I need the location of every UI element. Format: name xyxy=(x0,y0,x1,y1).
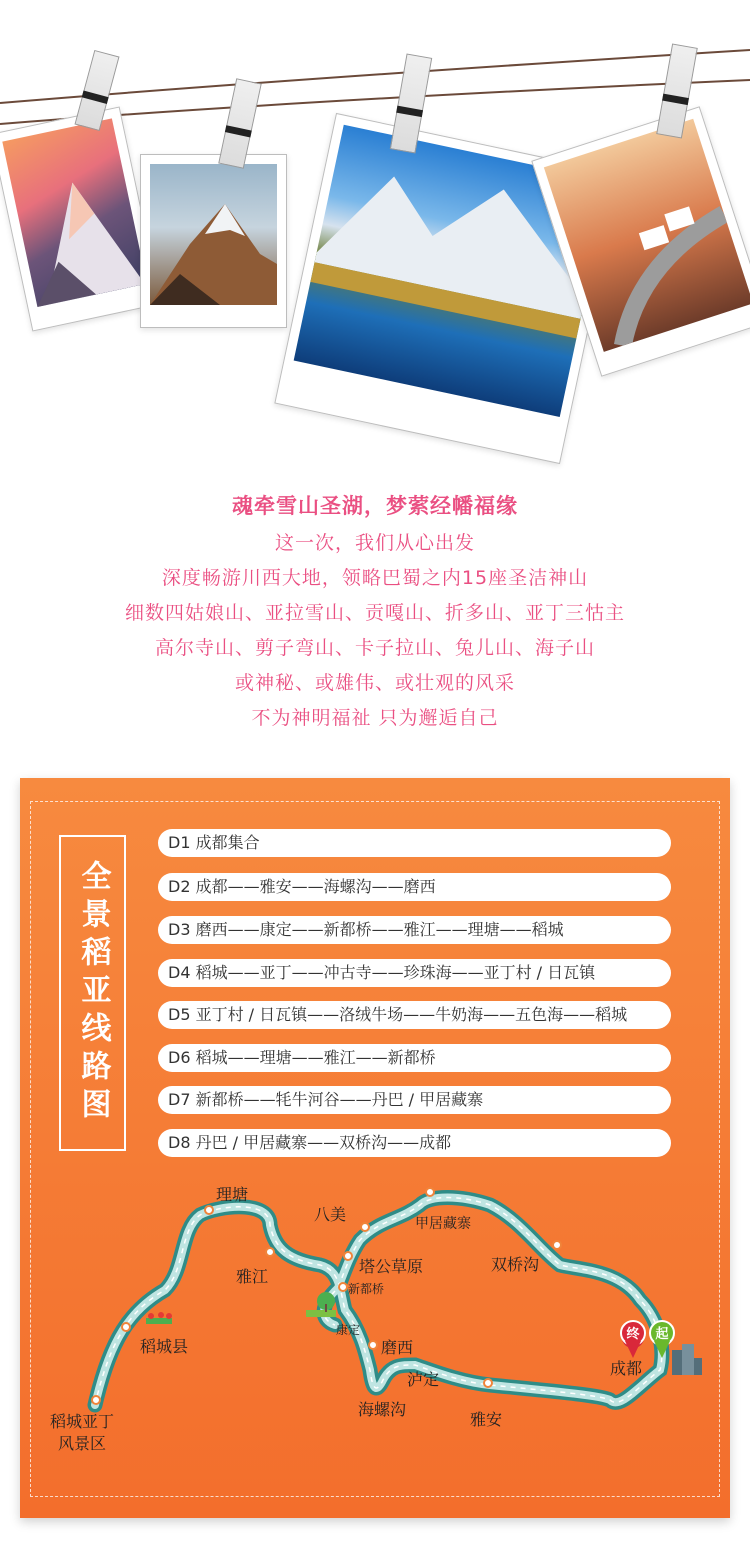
itinerary-day-1: D1 成都集合 xyxy=(158,829,671,857)
poem-line: 不为神明福祉 只为邂逅自己 xyxy=(251,707,499,729)
label-yading-2: 风景区 xyxy=(58,1434,107,1453)
itinerary-day-8: D8 丹巴 / 甲居藏寨——双桥沟——成都 xyxy=(158,1129,671,1157)
label-litang: 理塘 xyxy=(216,1185,249,1204)
label-kangding: 康定 xyxy=(336,1323,361,1337)
label-chengdu: 成都 xyxy=(610,1359,643,1378)
city-buildings-icon xyxy=(672,1344,702,1375)
label-xindu: 新都桥 xyxy=(348,1282,385,1296)
stop-dot xyxy=(122,1323,130,1331)
itinerary-day-4: D4 稻城——亚丁——冲古寺——珍珠海——亚丁村 / 日瓦镇 xyxy=(158,959,671,987)
label-yading-1: 稻城亚丁 xyxy=(50,1412,115,1431)
stop-dot xyxy=(205,1206,213,1214)
label-daocheng: 稻城县 xyxy=(140,1337,189,1356)
label-jiaju: 甲居藏寨 xyxy=(415,1216,471,1232)
poem-line: 深度畅游川西大地，领略巴蜀之内15座圣洁神山 xyxy=(161,567,589,589)
label-bamei: 八美 xyxy=(314,1205,347,1224)
itinerary-day-6: D6 稻城——理塘——雅江——新都桥 xyxy=(158,1044,671,1072)
itinerary-day-5: D5 亚丁村 / 日瓦镇——洛绒牛场——牛奶海——五色海——稻城 xyxy=(158,1001,671,1029)
itinerary-day-2: D2 成都——雅安——海螺沟——磨西 xyxy=(158,873,671,901)
photo-snow-mountain xyxy=(140,154,287,328)
label-hailuo: 海螺沟 xyxy=(358,1400,407,1419)
label-yaan: 雅安 xyxy=(470,1410,503,1429)
stop-dot xyxy=(344,1252,352,1260)
route-title: 全景稻亚线路图 xyxy=(75,860,111,1126)
start-pin-icon xyxy=(650,1321,674,1358)
poem-line: 细数四姑娘山、亚拉雪山、贡嘎山、折多山、亚丁三怙主 xyxy=(124,602,625,624)
stop-dot xyxy=(361,1223,369,1231)
poem-line: 高尔寺山、剪子弯山、卡子拉山、兔儿山、海子山 xyxy=(154,637,595,659)
stop-dot xyxy=(484,1379,492,1387)
label-yajiang: 雅江 xyxy=(236,1267,269,1286)
stop-dot xyxy=(266,1248,274,1256)
poem-line: 这一次，我们从心出发 xyxy=(274,532,475,554)
route-title-box xyxy=(59,835,126,1151)
itinerary-day-7: D7 新都桥——牦牛河谷——丹巴 / 甲居藏寨 xyxy=(158,1086,671,1114)
stop-dot xyxy=(92,1396,100,1404)
poem-line: 或神秘、或雄伟、或壮观的风采 xyxy=(234,672,515,694)
tree-icon xyxy=(306,1292,336,1317)
stop-dot xyxy=(426,1188,434,1196)
end-pin-label: 终 xyxy=(626,1327,640,1342)
label-shuangqiao: 双桥沟 xyxy=(491,1255,540,1274)
itinerary-day-3: D3 磨西——康定——新都桥——雅江——理塘——稻城 xyxy=(158,916,671,944)
stop-dot xyxy=(553,1241,561,1249)
poem-title: 魂牵雪山圣湖，梦萦经幡福缘 xyxy=(232,494,518,518)
label-moxi: 磨西 xyxy=(381,1338,414,1357)
end-pin-icon xyxy=(621,1321,645,1358)
label-tagong: 塔公草原 xyxy=(359,1257,424,1276)
stop-dot xyxy=(339,1283,347,1291)
label-luding: 泸定 xyxy=(407,1370,440,1389)
grass-icon xyxy=(146,1312,172,1324)
start-pin-label: 起 xyxy=(655,1327,669,1342)
route-map xyxy=(20,1170,730,1470)
stop-dot xyxy=(369,1341,377,1349)
